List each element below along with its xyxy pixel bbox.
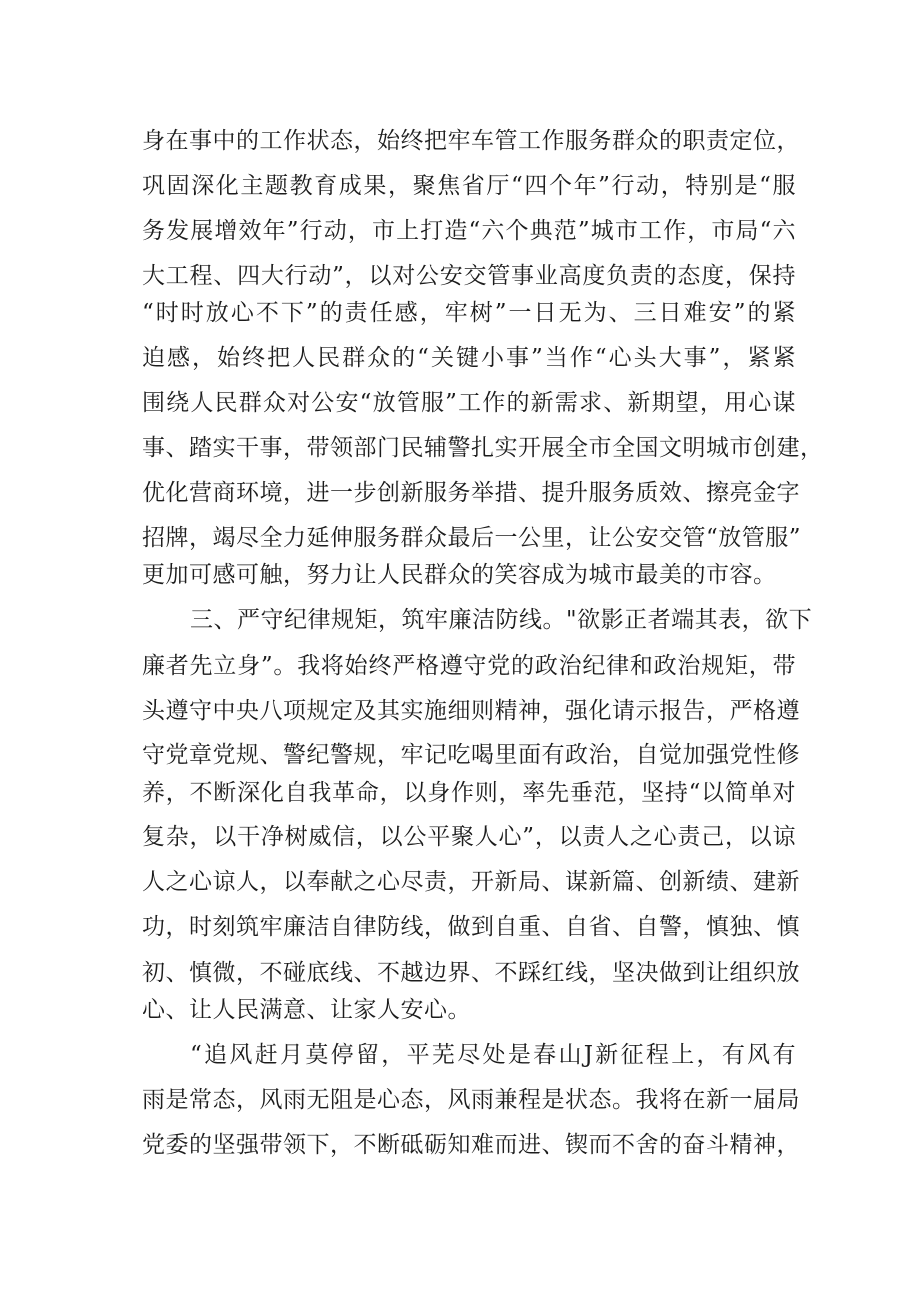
section-heading-line: 三、严守纪律规矩，筑牢廉洁防线。"欲影正者端其表，欲下 [190, 607, 813, 633]
paragraph-line: 廉者先立身”。我将始终严格遵守党的政治纪律和政治规矩，带 [142, 653, 796, 679]
paragraph-line: 复杂，以干净树威信，以公平聚人心”，以责人之心责己，以谅 [142, 824, 796, 850]
paragraph-line: 身在事中的工作状态，始终把牢车管工作服务群众的职责定位， [142, 128, 800, 154]
paragraph-line: 巩固深化主题教育成果，聚焦省厅“四个年”行动，特别是“服 [142, 173, 796, 199]
paragraph-line: 初、慎微，不碰底线、不越边界、不踩红线，坚决做到让组织放 [142, 960, 800, 986]
paragraph-line: 守党章党规、警纪警规，牢记吃喝里面有政治，自觉加强党性修 [142, 742, 800, 768]
paragraph-first-line: “追风赶月莫停留，平芜尽处是春山J新征程上，有风有 [190, 1042, 796, 1068]
paragraph-line: 招牌，竭尽全力延伸服务群众最后一公里，让公安交管“放管服” [142, 525, 802, 551]
paragraph-line: 围绕人民群众对公安“放管服”工作的新需求、新期望，用心谋 [142, 390, 796, 416]
paragraph-line: 迫感，始终把人民群众的“关键小事”当作“心头大事”，紧紧 [142, 345, 796, 371]
paragraph-line: 党委的坚强带领下，不断砥砺知难而进、锲而不舍的奋斗精神， [142, 1132, 800, 1158]
paragraph-line: 雨是常态，风雨无阻是心态，风雨兼程是状态。我将在新一届局 [142, 1087, 800, 1113]
paragraph-line: 优化营商环境，进一步创新服务举措、提升服务质效、擦亮金字 [142, 480, 800, 506]
paragraph-line: 心、让人民满意、让家人安心。 [142, 997, 471, 1023]
paragraph-line: 养，不断深化自我革命，以身作则，率先垂范，坚持“以简单对 [142, 780, 796, 806]
paragraph-line: 人之心谅人，以奉献之心尽责，开新局、谋新篇、创新绩、建新 [142, 869, 800, 895]
paragraph-line: “时时放心不下”的责任感，牢树”一日无为、三日难安”的紧 [142, 300, 796, 326]
paragraph-line: 务发展增效年”行动，市上打造“六个典范”城市工作，市局“六 [142, 218, 796, 244]
paragraph-line: 事、踏实干事，带领部门民辅警扎实开展全市全国文明城市创建， [142, 435, 824, 461]
paragraph-line: 头遵守中央八项规定及其实施细则精神，强化请示报告，严格遵 [142, 698, 800, 724]
paragraph-line: 功，时刻筑牢廉洁自律防线，做到自重、自省、自警，慎独、慎 [142, 914, 800, 940]
paragraph-line: 更加可感可触，努力让人民群众的笑容成为城市最美的市容。 [142, 562, 777, 588]
paragraph-line: 大工程、四大行动”，以对公安交管事业高度负责的态度，保持 [142, 263, 796, 289]
